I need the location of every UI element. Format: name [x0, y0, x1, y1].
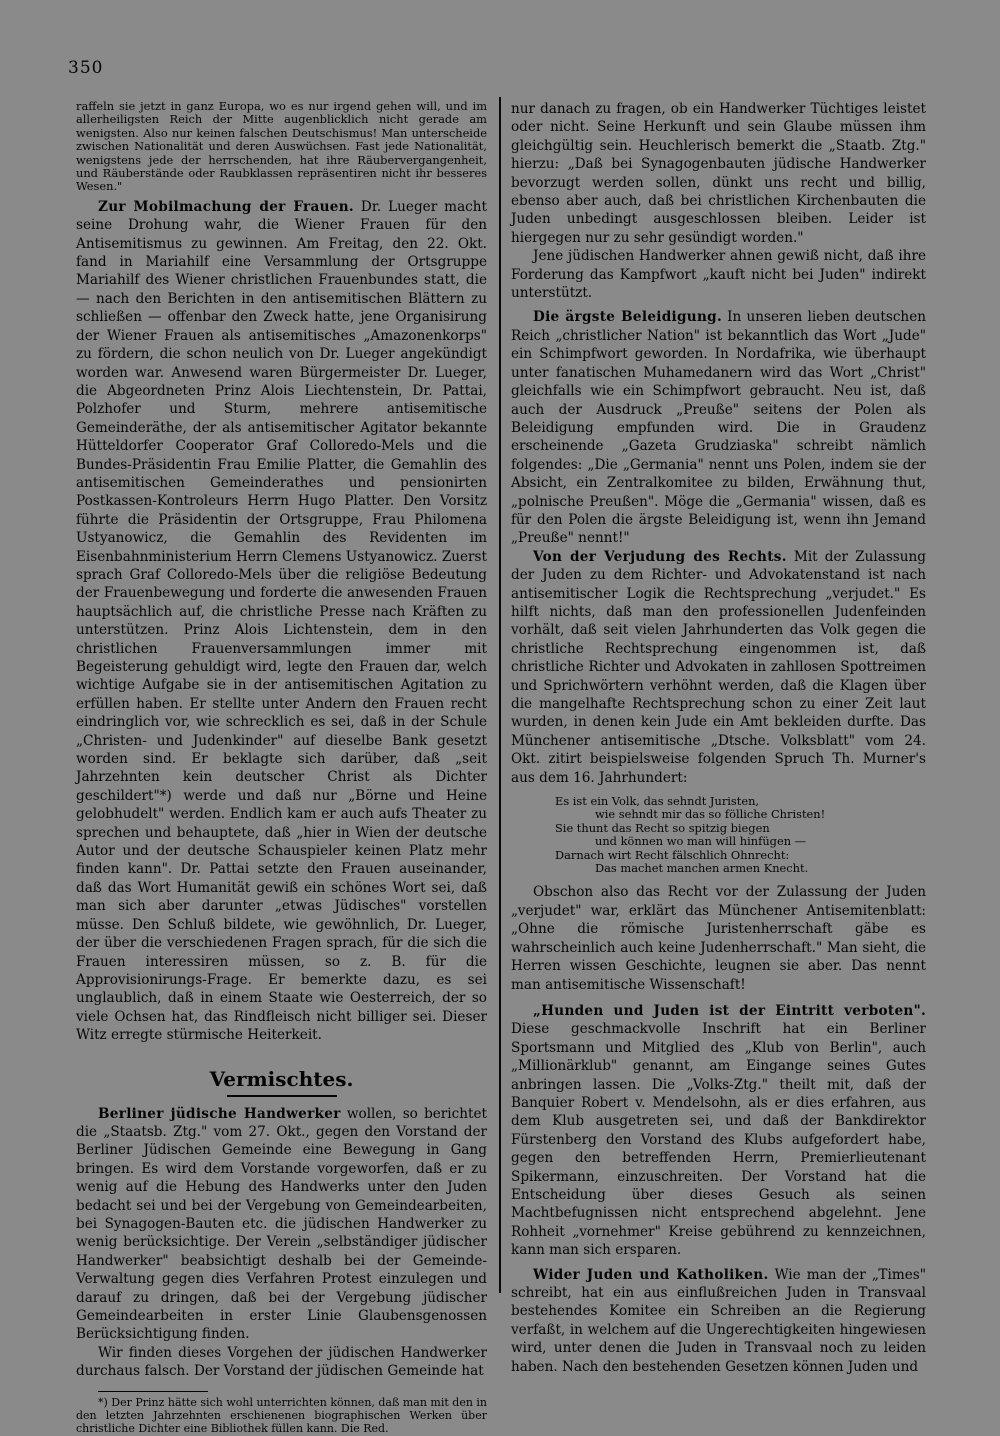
- article-handwerker: [76, 1105, 487, 1344]
- article-wider-juden: [511, 1266, 926, 1376]
- intro-paragraph: raffeln sie jetzt in ganz Europa, wo es nur irgend gehen will, und im allerheiligsten Reich der Mitte augenblicklich nicht gerade am wenigsten. Also nur keinen falschen Deutschismus! Man unterscheide zwischen Nationalität und deren Auswüchsen. Fast jede Nationalität, wenigstens jede der herrschenden, hat ihre Räubervergangenheit, und Räuberstände oder Raubklassen repräsentiren nicht ihr besseres Wesen.": [76, 99, 487, 194]
- article-body: Diese geschmackvolle Inschrift hat ein Berliner Sportsmann und Mitglied des „Klub von Berlin", auch „Millionärklub" genannt, am Eingange seines Gutes anbringen lassen. Die „Volks-Ztg." theilt mit, daß der Banquier Robert v. Mendelsohn, als er dies erfahren, aus dem Klub ausgetreten sei, und daß der Bankdirektor Fürstenberg den Vorstand des Klubs aufgefordert habe, gegen den betreffenden Herrn, Premierlieutenant Spikermann, einzuschreiten. Der Vorstand hat die Entscheidung über dieses Gesuch als seinen Machtbefugnissen nicht entsprechend abgelehnt. Jene Rohheit „vornehmer" Kreise gebührend zu kennzeichnen, kann man sich ersparen.: [511, 1021, 926, 1259]
- section-rule: [227, 1095, 337, 1097]
- article-heading: Berliner jüdische Handwerker: [98, 1105, 341, 1122]
- section-title: Vermischtes.: [209, 1066, 354, 1091]
- article-verjudung: [511, 548, 926, 787]
- left-column: [76, 100, 487, 1436]
- poem-line: Sie thunt das Recht so spitzig biegen: [555, 820, 770, 835]
- footnote: *) Der Prinz hätte sich wohl unterrichten können, daß man mit den in den letzten Jahrzehnten erschienenen biographischen Werken über christliche Dichter eine Bibliothek füllen kann. Die Red.: [76, 1395, 488, 1436]
- article-mobilmachung: [76, 198, 487, 1045]
- article-body: Dr. Lueger macht seine Drohung wahr, die Wiener Frauen für den Antisemitismus zu gewinnen. Am Freitag, den 22. Okt. fand in Mariahilf eine Versammlung der Ortsgruppe Mariahilf des Wiener christlichen Frauenbundes statt, die — nach den Berichten in den antisemitischen Blättern zu schließen — offenbar den Zweck hatte, jene Organisirung der Wiener Frauen als antisemitisches „Amazonenkorps" zu fördern, die schon neulich von Dr. Lueger angekündigt worden war. Anwesend waren Bürgermeister Dr. Lueger, die Abgeordneten Prinz Alois Liechtenstein, Dr. Pattai, Polzhofer und Sturm, mehrere antisemitische Gemeinderäthe, der als antisemitischer Agitator bekannte Hütteldorfer Cooperator Graf Colloredo-Mels und die Bundes-Präsidentin Frau Emilie Platter, die Gemahlin des antisemitischen Gemeinderathes und pensionirten Postkassen-Kontroleurs Herrn Hugo Platter. Den Vorsitz führte die Präsidentin der Ortsgruppe, Frau Philomena Ustyanowicz, die Gemahlin des Revidenten im Eisenbahnministerium Herrn Clemens Ustyanowicz. Zuerst sprach Graf Colloredo-Mels über die religiöse Bedeutung der Frauenbewegung und forderte die anwesenden Frauen hauptsächlich auf, die christliche Presse nach Kräften zu unterstützen. Prinz Alois Lichtenstein, dem in den christlichen Frauenversammlungen immer mit Begeisterung gehuldigt wird, legte den Frauen dar, welch wichtige Aufgabe sie in der antisemitischen Agitation zu erfüllen haben. Er stellte unter Andern den Frauen recht eindringlich vor, wie schrecklich es sei, daß in der Schule „Christen- und Judenkinder" auf dieselbe Bank gesetzt worden sind. Er beklagte sich darüber, daß „seit Jahrzehnten kein deutscher Christ als Dichter geschildert"*) werde und daß nur „Börne und Heine gelobhudelt" werden. Endlich kam er auch aufs Theater zu sprechen und behauptete, daß „hier in Wien der deutsche Autor und der deutsche Schauspieler keinen Platz mehr finden kann". Dr. Pattai setzte den Frauen auseinander, daß das Wort Humanität gewiß ein schönes Wort sei, daß man sich aber darunter „etwas Jüdisches" vorstellen müsse. Den Schluß bildete, wie gewöhnlich, Dr. Lueger, der über die verschiedenen Fragen sprach, für die sich die Frauen interessiren müssen, so z. B. für die Approvisionirungs-Frage. Er bemerkte dazu, es sei unglaublich, daß in einem Staate wie Oesterreich, der so viele Ochsen hat, das Rindfleisch nicht billiger sei. Dieser Witz erregte stürmische Heiterkeit.: [76, 198, 487, 1044]
- footnote-rule: [98, 1391, 208, 1392]
- page-number: 350: [68, 58, 104, 78]
- poem-line: Darnach wirt Recht fälschlich Ohnrecht:: [555, 847, 790, 862]
- poem-quote: [555, 795, 926, 875]
- article-heading: „Hunden und Juden ist der Eintritt verboten".: [533, 1002, 926, 1019]
- paragraph-verjudung-conclusion: Obschon also das Recht vor der Zulassung der Juden „verjudet" war, erklärt das Münchener Antisemitenblatt: „Ohne die römische Juristenherrschaft gäbe es wahrscheinlich auch keine Judenherrschaft." Man sieht, die Herren wissen Geschichte, leugnen sie aber. Das nennt man antisemitische Wissenschaft!: [511, 884, 926, 993]
- right-column: [511, 100, 926, 1376]
- article-heading: Von der Verjudung des Rechts.: [533, 548, 787, 565]
- article-heading: Die ärgste Beleidigung.: [533, 309, 723, 326]
- poem-line: wie sehndt mir das so fölliche Christen!: [595, 807, 826, 822]
- article-body: In unseren lieben deutschen Reich „christlicher Nation" ist bekanntlich das Wort „Jude" ein Schimpfwort geworden. In Nordafrika, wie überhaupt unter fanatischen Muhamedanern wird das Wort „Christ" gleichfalls wie ein Schimpfwort gebraucht. Neu ist, daß auch der Ausdruck „Preuße" seitens der Polen als Beleidigung empfunden wird. Die in Graudenz erscheinende „Gazeta Grudziaska" schreibt nämlich folgendes: „Die „Germania" nennt uns Polen, indem sie der Absicht, ein Zentralkomitee zu bilden, Erwähnung thut, „polnische Preußen". Möge die „Germania" wissen, daß es für den Polen die ärgste Beleidigung ist, wenn ihn Jemand „Preuße" nennt!": [511, 309, 926, 547]
- poem-line: Es ist ein Volk, das sehndt Juristen,: [555, 794, 760, 809]
- article-heading: Wider Juden und Katholiken.: [533, 1266, 769, 1283]
- article-body: wollen, so berichtet die „Staatsb. Ztg." vom 27. Okt., gegen den Vorstand der Berliner Jüdischen Gemeinde eine Bewegung in Gang bringen. Es wird dem Vorstande vorgeworfen, daß er zu wenig auf die Hebung des Handwerks unter den Juden bedacht sei und bei der Vergebung von Gemeindearbeiten, bei Synagogen-Bauten etc. die jüdischen Handwerker zu wenig berücksichtige. Der Verein „selbständiger jüdischer Handwerker" beabsichtigt deshalb bei der Gemeinde-Verwaltung gegen dies Verfahren Protest einzulegen und darauf zu dringen, daß bei der Vergebung jüdischer Gemeindearbeiten in erster Linie Glaubensgenossen Berücksichtigung finden.: [76, 1105, 487, 1343]
- article-handwerker-continued: Wir finden dieses Vorgehen der jüdischen Handwerker durchaus falsch. Der Vorstand der jüdischen Gemeinde hat: [76, 1344, 487, 1380]
- paragraph-handwerker-comment: Jene jüdischen Handwerker ahnen gewiß nicht, daß ihre Forderung das Kampfwort „kauft nicht bei Juden" indirekt unterstützt.: [511, 248, 926, 302]
- article-beleidigung: [511, 308, 926, 547]
- poem-line: Das machet manchen armen Knecht.: [595, 861, 809, 876]
- article-continued: nur danach zu fragen, ob ein Handwerker Tüchtiges leistet oder nicht. Seine Herkunft und sein Glaube müssen ihm gleichgültig sein. Heuchlerisch bemerkt die „Staatb. Ztg." hierzu: „Daß bei Synagogenbauten jüdische Handwerker bevorzugt werden sollen, dünkt uns recht und billig, ebenso aber auch, daß bei christlichen Kirchenbauten die Juden unbedingt ausgeschlossen bleiben. Leider ist hiergegen nur zu sehr gesündigt worden.": [511, 101, 926, 246]
- article-hunden-und-juden: [511, 1002, 926, 1260]
- article-heading: Zur Mobilmachung der Frauen.: [98, 198, 354, 215]
- article-body: Wie man der „Times" schreibt, hat ein aus einflußreichen Juden in Transvaal bestehendes Komitee ein Schreiben an die Regierung verfaßt, in welchem auf die Ungerechtigkeiten hingewiesen wird, unter denen die Juden in Transvaal noch zu leiden haben. Nach den bestehenden Gesetzen können Juden und: [511, 1266, 927, 1375]
- column-divider: [499, 97, 501, 1293]
- poem-line: und können wo man will hinfügen —: [595, 834, 807, 849]
- article-body: Mit der Zulassung der Juden zu dem Richter- und Advokatenstand ist nach antisemitischer Logik die Rechtsprechung „verjudet." Es hilft nichts, daß man den professionellen Judenfeinden vorhält, daß seit vielen Jahrhunderten das Volk gegen die christliche Rechtsprechung eingenommen ist, daß christliche Richter und Advokaten in zahllosen Spottreimen und Sprichwörtern verhöhnt werden, daß die Klagen über die mangelhafte Rechtsprechung schon zu einer Zeit laut wurden, in denen kein Jude ein Amt bekleiden durfte. Das Münchener antisemitische „Dtsche. Volksblatt" vom 24. Okt. zitirt beispielsweise folgenden Spruch Th. Murner's aus dem 16. Jahrhundert:: [511, 548, 926, 786]
